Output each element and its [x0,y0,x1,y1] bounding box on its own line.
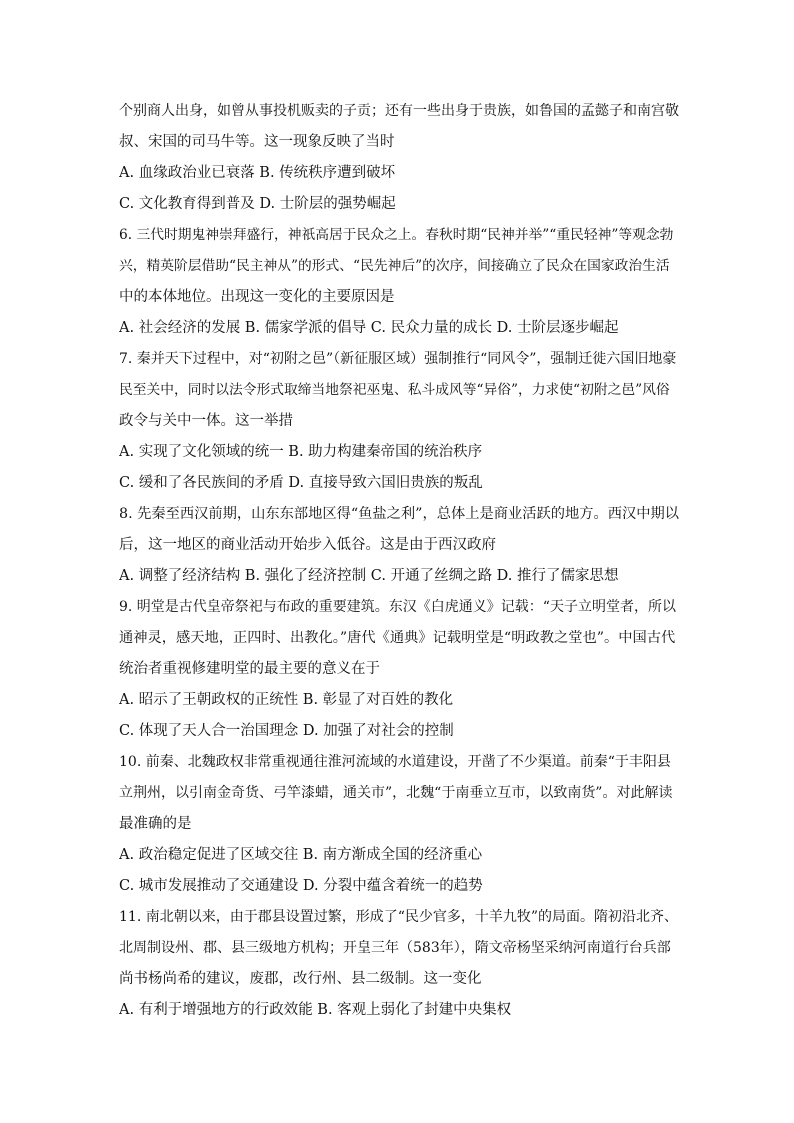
text-line: 立荆州，以引南金奇货、弓竿漆蜡，通关市”，北魏“于南垂立互市，以致南货”。对此解读 [119,785,673,801]
text-line: 政令与关中一体。这一举措 [119,413,293,429]
option-line: A. 实现了文化领域的统一 B. 助力构建秦帝国的统治秩序 [119,444,483,460]
text-line: 最准确的是 [119,816,192,832]
option-line: A. 社会经济的发展 B. 儒家学派的倡导 C. 民众力量的成长 D. 士阶层逐步崛起 [119,320,619,336]
option-line: C. 缓和了各民族间的矛盾 D. 直接导致六国旧贵族的叛乱 [119,475,483,491]
option-line: C. 体现了天人合一治国理念 D. 加强了对社会的控制 [119,723,454,739]
option-line: A. 政治稳定促进了区域交往 B. 南方渐成全国的经济重心 [119,847,483,863]
text-line: 民至关中，同时以法令形式取缔当地祭祀巫鬼、私斗成风等“异俗”，力求使“初附之邑”风俗 [119,382,670,398]
text-line: 北周制设州、郡、县三级地方机构；开皇三年（583年），隋文帝杨坚采纳河南道行台兵部 [119,940,671,956]
option-line: C. 文化教育得到普及 D. 士阶层的强势崛起 [119,196,396,212]
option-line: A. 有利于增强地方的行政效能 B. 客观上弱化了封建中央集权 [119,1002,512,1018]
option-line: C. 城市发展推动了交通建设 D. 分裂中蕴含着统一的趋势 [119,878,483,894]
question-7-text: 7. 秦并天下过程中，对“初附之邑”（新征服区域）强制推行“同风令”，强制迁徙六国旧地豪 [119,351,677,367]
text-line: 叔、宋国的司马牛等。这一现象反映了当时 [119,134,395,150]
option-line: A. 血缘政治业已衰落 B. 传统秩序遭到破坏 [119,165,396,181]
option-line: A. 调整了经济结构 B. 强化了经济控制 C. 开通了丝绸之路 D. 推行了儒家思想 [119,568,619,584]
text-line: 个别商人出身，如曾从事投机贩卖的子贡；还有一些出身于贵族，如鲁国的孟懿子和南宫敬 [119,103,679,119]
question-9-text: 9. 明堂是古代皇帝祭祀与布政的重要建筑。东汉《白虎通义》记载：“天子立明堂者，所以 [119,599,676,615]
text-line: 中的本体地位。出现这一变化的主要原因是 [119,289,395,305]
text-line: 后，这一地区的商业活动开始步入低谷。这是由于西汉政府 [119,537,496,553]
text-line: 统治者重视修建明堂的最主要的意义在于 [119,661,380,677]
question-6-text: 6. 三代时期鬼神崇拜盛行，神祇高居于民众之上。春秋时期“民神并举”“重民轻神”等观念勃 [119,227,674,243]
text-line: 通神灵，感天地，正四时、出教化。”唐代《通典》记载明堂是“明政教之堂也”。中国古代 [119,630,676,646]
text-line: 兴，精英阶层借助“民主神从”的形式、“民先神后”的次序，间接确立了民众在国家政治生活 [119,258,670,274]
question-10-text: 10. 前秦、北魏政权非常重视通往淮河流域的水道建设，开凿了不少渠道。前秦“于丰阳县 [119,754,671,770]
option-line: A. 昭示了王朝政权的正统性 B. 彰显了对百姓的教化 [119,692,454,708]
text-line: 尚书杨尚希的建议，废郡，改行州、县二级制。这一变化 [119,971,482,987]
question-8-text: 8. 先秦至西汉前期，山东东部地区得“鱼盐之利”，总体上是商业活跃的地方。西汉中期以 [119,506,679,522]
question-11-text: 11. 南北朝以来，由于郡县设置过繁，形成了“民少官多，十羊九牧”的局面。隋初沿北齐、 [119,909,679,925]
